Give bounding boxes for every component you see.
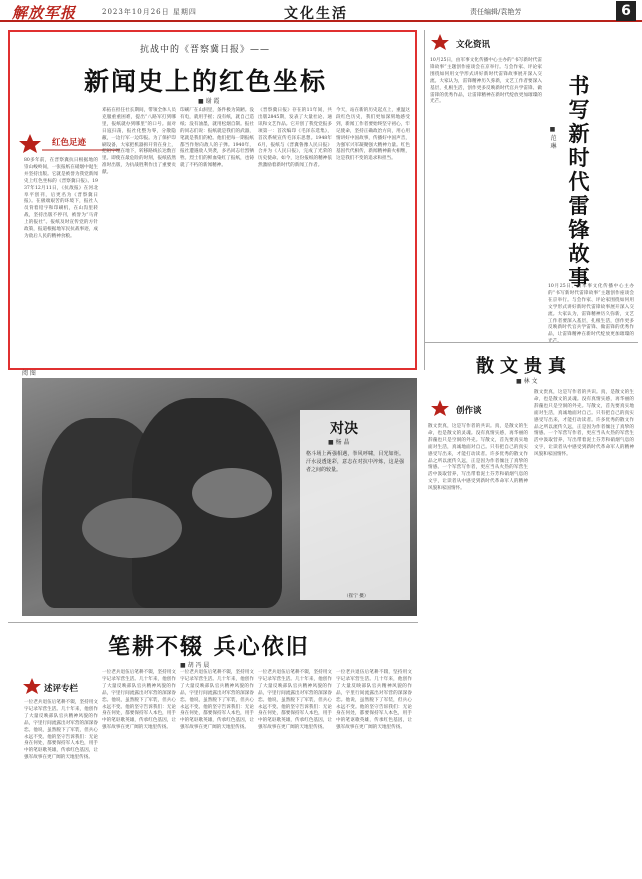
poem-title: 对决 [330,421,358,437]
news-subhead: 文化资讯 [456,40,491,50]
photo-credit: （崔宁 摄） [344,594,369,599]
essay-headline: 散文贵真 [476,356,572,377]
dateline: 2023年10月26日 星期四 [102,8,197,16]
poem-text: 格斗场上两强相遇，拳风呼啸，目光如炬。汗水浸透迷彩，意志在对抗中淬炼，这是强者之间的较量。 [306,451,404,473]
editorial-column-1: 一位老兵退伍后笔耕不辍，坚持用文字记录军营生活。几十年来，他创作了大量反映部队官兵精神风貌的作品，字里行间流露出对军营的深深眷恋。他说，虽然脱下了军装，但兵心永远不变。他的坚守告诉我们：无论身在何处，都要保持军人本色，用手中的笔讴歌英雄，传承红色基因，让强军故事在更广阔的天地里传扬。 [24,700,98,761]
page-header [0,0,642,22]
news-headline: 书写新时代雷锋故事 [568,73,590,290]
poem-byline: ■ 杨 晶 [328,439,350,446]
editorial-column-2: 一位老兵退伍后笔耕不辍，坚持用文字记录军营生活。几十年来，他创作了大量反映部队官兵精神风貌的作品，字里行间流露出对军营的深深眷恋。他说，虽然脱下了军装，但兵心永远不变。他的坚守告诉我们：无论身在何处，都要保持军人本色，用手中的笔讴歌英雄，传承红色基因，让强军故事在更广阔的天地里传扬。 [102,670,176,731]
photo-section-label: 阅 图 [22,370,36,377]
editorial-column-3: 一位老兵退伍后笔耕不辍，坚持用文字记录军营生活。几十年来，他创作了大量反映部队官兵精神风貌的作品，字里行间流露出对军营的深深眷恋。他说，虽然脱下了军装，但兵心永远不变。他的坚守告诉我们：无论身在何处，都要保持军人本色，用手中的笔讴歌英雄，传承红色基因，让强军故事在更广阔的天地里传扬。 [180,670,254,731]
section-title: 文化生活 [284,6,348,22]
editorial-subhead: 述评专栏 [44,684,79,694]
page-number: 6 [616,1,636,21]
article-column-4: 《晋察冀日报》存在的11年间，共出版2845期，发表了大量社论、通讯和文艺作品。它开创了我党党报多项第一：首次编印《毛泽东选集》，首次系统宣传毛泽东思想。1948年6月，报纸与《晋冀鲁豫人民日报》合并为《人民日报》，完成了光荣的历史使命。如今，这份报纸的精神依然激励着新时代的新闻工作者。 [258,108,332,169]
editorial-column-4: 一位老兵退伍后笔耕不辍，坚持用文字记录军营生活。几十年来，他创作了大量反映部队官兵精神风貌的作品，字里行间流露出对军营的深深眷恋。他说，虽然脱下了军装，但兵心永远不变。他的坚守告诉我们：无论身在何处，都要保持军人本色，用手中的笔讴歌英雄，传承红色基因，让强军故事在更广阔的天地里传扬。 [258,670,332,731]
article-headline: 新闻史上的红色坐标 [84,67,328,96]
section-divider [424,342,638,343]
news-byline: ■ 范 琳 [549,126,556,149]
article-column-1: 80多年前，在晋察冀抗日根据地的崇山峻岭间，一张报纸在硝烟中诞生并坚持出版。它就是被誉为我党新闻史上红色坐标的《晋察冀日报》。1937年12月11日，《抗敌报》在河北阜平创刊，后更名为《晋察冀日报》。在极端艰苦的环境下，报社人员背着铅字和印刷机，在山沟里转战，坚持出版不停刊，被誉为“马背上的报社”。报纸及时宣传党的方针政策，报道根据地军民抗战事迹，成为敌后人民的精神食粮。 [24,158,98,239]
article-column-5: 今天，站在新的历史起点上，重温这段红色历史，我们更加深刻地感受到，新闻工作者要始终坚守初心，牢记使命，坚持正确政治方向，用心用情讲好中国故事，传播好中国声音，为强军兴军凝聚强大精神力量。红色基因代代相传，新闻精神薪火相继，这是我们不变的追求和担当。 [336,108,410,162]
masthead: 解放军报 [12,4,77,22]
article-byline: ■ 谢 霞 [198,98,220,105]
news-text-tail: 10月25日，由军事文化传播中心主办的“书写新时代雷锋故事”主题创作座谈会在京举行。与会作家、评论家围绕如何用文学形式讲好新时代雷锋故事展开深入交流。大家认为，雷锋精神历久弥新，文艺工作者要深入基层，扎根生活，创作更多反映新时代官兵学雷锋、做雷锋的优秀作品，让雷锋精神在新时代绽放更加璀璨的 [548,284,634,338]
essay-subhead: 创作谈 [456,406,482,416]
section-divider [8,622,418,623]
article-column-2: 邓拓在担任社长期间，带领全体人员克服重重困难，提出“八路军打到哪里，报纸就办到哪里”的口号。面对日寇扫荡，报社化整为零，分散隐蔽，一边行军一边印报。为了保护印刷设备，大家把机器拆开背在身上，把铅字埋在地下，转移路线长达数百里。即使在最危险的时刻，报纸依然准时出版，为抗战胜利作出了重要贡献。 [102,108,176,176]
news-text: 10月25日，由军事文化传播中心主办的“书写新时代雷锋故事”主题创作座谈会在京举行。与会作家、评论家围绕如何用文学形式讲好新时代雷锋故事展开深入交流。大家认为，雷锋精神历久弥新，文艺工作者要深入基层，扎根生活，创作更多反映新时代官兵学雷锋、做雷锋的优秀作品，让雷锋精神在新时代绽放更加璀璨的光芒。 [430,58,542,105]
editorial-headline: 笔耕不辍 兵心依旧 [108,634,310,660]
article-subhead: 红色足迹 [52,138,87,148]
essay-column-1: 散文贵真，这是写作者的共识。真，是散文的生命，也是散文的灵魂。没有真情实感，再华丽的辞藻也只是空洞的外壳。写散文，首先要真实地面对生活，真诚地面对自己。只有把自己的真实感受写出来，才能打动读者。许多优秀的散文作品之所以流传久远，正是因为作者倾注了真挚的情感。一个军营写作者，更应当从火热的军营生活中汲取营养，写出带着泥土芬芳和硝烟气息的文字，让读者从中感受到新时代革命军人的精神风貌和家国情怀。 [428,424,528,492]
article-column-3: 印刷厂在山洞里，条件极为简陋。没有电，就用手摇；没有纸，就自己造纸；没有油墨，就用松烟自制。报社的同志们说：报纸就是我们的武器，笔就是我们的枪。他们把每一期报纸都当作射向敌人的子弹。1940年，报社遭遇敌人突袭，多名同志壮烈牺牲。烈士们的鲜血染红了报纸，也铸就了不朽的新闻精神。 [180,108,254,169]
editor-credit: 责任编辑/袁艳芳 [470,8,522,16]
column-divider [424,30,425,370]
article-kicker: 抗战中的《晋察冀日报》—— [140,45,271,55]
essay-byline: ■ 林 文 [516,378,538,385]
essay-column-2: 散文贵真，这是写作者的共识。真，是散文的生命，也是散文的灵魂。没有真情实感，再华丽的辞藻也只是空洞的外壳。写散文，首先要真实地面对生活，真诚地面对自己。只有把自己的真实感受写出来，才能打动读者。许多优秀的散文作品之所以流传久远，正是因为作者倾注了真挚的情感。一个军营写作者，更应当从火热的军营生活中汲取营养，写出带着泥土芬芳和硝烟气息的文字，让读者从中感受到新时代革命军人的精神风貌和家国情怀。 [534,390,634,458]
editorial-column-5: 一位老兵退伍后笔耕不辍，坚持用文字记录军营生活。几十年来，他创作了大量反映部队官兵精神风貌的作品，字里行间流露出对军营的深深眷恋。他说，虽然脱下了军装，但兵心永远不变。他的坚守告诉我们：无论身在何处，都要保持军人本色，用手中的笔讴歌英雄，传承红色基因，让强军故事在更广阔的天地里传扬。 [336,670,412,731]
editorial-byline: ■ 胡 冯 晨 [180,662,210,669]
